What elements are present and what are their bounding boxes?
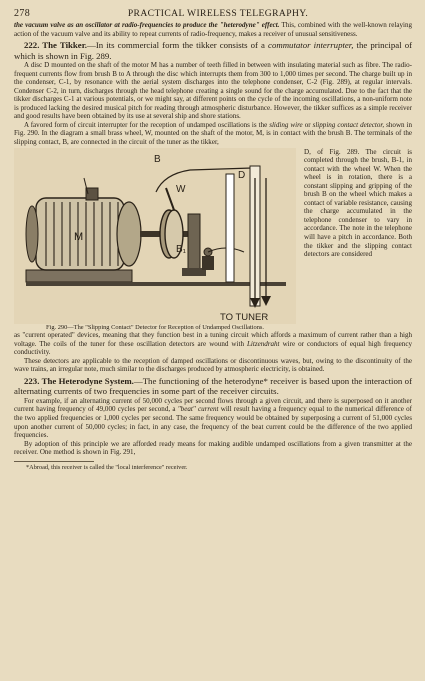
- section-222-heading: [14, 40, 412, 61]
- p2-term-1: sliding wire: [269, 120, 303, 129]
- page-header: [14, 8, 412, 19]
- intro-emphasis: the vacuum valve as an oscillator at radio-frequencies to produce the "heterodyne" effect.: [14, 21, 280, 29]
- beat-part-b: will result having a frequency equal to the numerical difference of the two applied frequencies or 1,000 cycles per second. The same frequency would be obtained by superposing a current of 51,000 cycles upon another current of 50,000 cycles; in fact, in any case, the frequency of the beat current could be the difference of the two applied frequencies.: [14, 405, 412, 440]
- label-b: B: [154, 153, 161, 165]
- section-222-term: commutator interrupter,: [268, 40, 354, 51]
- running-title: PRACTICAL WIRELESS TELEGRAPHY.: [127, 8, 309, 19]
- label-b1: B₁: [176, 243, 187, 255]
- p3-part-a: as "current operated" devices, meaning that they function best in a tuning circuit which affords a maximum of current rather than a high voltage. The coils of the tuner for these oscillation detectors are wound with: [14, 331, 412, 348]
- intro-paragraph: [14, 21, 412, 38]
- beat-term: "beat" current: [177, 405, 219, 414]
- page-number: 278: [14, 8, 31, 19]
- label-w: W: [176, 183, 186, 195]
- beat-part-a: For example, if an alternating current of 50,000 cycles per second flows through a given circuit, and there is superposed on it another current having frequency of 49,000 cycles per second, a: [14, 396, 412, 414]
- section-222-rest: the principal of which is shown in Fig. 289.: [14, 40, 413, 61]
- p2-term-2: slipping contact detector,: [312, 120, 385, 129]
- intro-text: This, combined with the well-known relaying action of the vacuum valve and its ability to repeat currents of radio-frequency, makes a receiver of unusual sensitiveness.: [14, 21, 412, 38]
- footnote-rule: [14, 461, 94, 462]
- p3-term: Litzendraht: [247, 339, 280, 348]
- section-222-title: 222. The Tikker.: [24, 40, 88, 51]
- footnote: *Abroad, this receiver is called the "local interference" receiver.: [26, 463, 188, 471]
- p2-part-b: or: [304, 120, 311, 129]
- slipping-contact-paragraph: [14, 121, 412, 147]
- detectors-paragraph: These detectors are applicable to the reception of damped oscillations or discontinuous waves, but, owing to the discontinuity of the wave trains, an irregular note, much similar to the discharges produced by atmospheric electricity, is obtained.: [14, 356, 412, 374]
- beat-paragraph: [14, 397, 412, 440]
- adoption-paragraph: By adoption of this principle we are afforded ready means for making audible undamped oscillations from a given transmitter at the receiver. One method is shown in Fig. 291,: [14, 439, 412, 457]
- p2-part-c: shown in Fig. 290. In the diagram a small brass wheel, W, mounted on the shaft of the motor, M, is in contact with the brush B. The terminals of the slipping contact, B, are connected in the circuit of the tuner as the tikker,: [14, 120, 413, 147]
- side-paragraph: D, of Fig. 289. The circuit is completed through the brush, B-1, in contact with the wheel W. When the wheel is in rotation, there is a constant slipping and gripping of the brush B on the wheel which makes a contact of variable resistance, causing the charge accumulated in the telephone condenser to vary in accordance. The note in the telephone will have a pitch in accordance. Both the tikker and the slipping contact detectors are considered: [304, 147, 412, 259]
- current-operated-paragraph: [14, 331, 412, 357]
- section-223-lead: —The functioning of the heterodyne* receiver is based upon the interaction of alternating currents of two frequencies in some part of the receiver circuits.: [14, 375, 412, 397]
- p3-part-b: wire or conductors of equal high frequency conductivity.: [14, 339, 412, 357]
- figure-290: [14, 148, 296, 332]
- section-223-heading: [14, 376, 412, 397]
- label-m: M: [74, 230, 84, 243]
- section-222-lead: —In its commercial form the tikker consists of a: [87, 40, 265, 51]
- p2-part-a: A favored form of circuit interrupter for the reception of undamped oscillations is the: [24, 120, 268, 129]
- figure-side-text: [304, 148, 412, 332]
- figure-290-illustration: [14, 148, 296, 324]
- figure-row: [14, 148, 412, 332]
- section-223-title: 223. The Heterodyne System.: [24, 375, 134, 386]
- book-page: [14, 8, 412, 472]
- figure-caption: Fig. 290—The "Slipping Contact" Detector for Reception of Undamped Oscillations.: [45, 323, 265, 331]
- label-d: D: [238, 169, 246, 181]
- label-to-tuner: TO TUNER: [220, 311, 269, 323]
- tikker-paragraph: A disc D mounted on the shaft of the motor M has a number of teeth filled in between with insulating material such as fibre. The radio-frequent currents flow from brush B to A through the disc which interrupts them from 300 to 1,000 times per second. The charge built up in the condenser, C-1, by resonance with the aerial system discharges into the telephone condenser, C-2 (Fig. 289), at regular intervals. Condenser C-2, in turn, discharges through the head telephone creating a single sound for the charge accumulated. Due to the fact that the tikker discharges C-1 at various potentials, or we might say, at different points on the cycle of the incoming oscillations, a non-uniform note is produced lacking the desired musical pitch for reading through atmospheric disturbance. However, the tikker suffices as a simple receiver and good results have been obtained by its use at several ship and shore stations.: [14, 61, 412, 121]
